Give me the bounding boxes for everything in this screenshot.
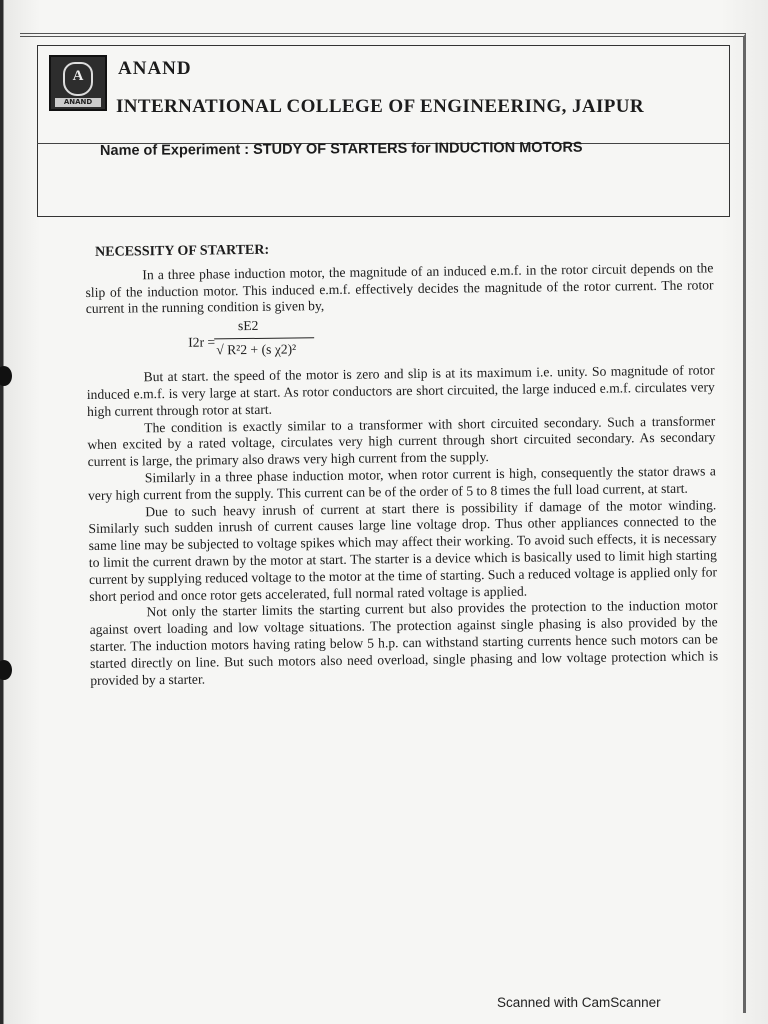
rotor-current-formula bbox=[86, 311, 715, 369]
college-logo bbox=[49, 55, 107, 111]
paragraph-1: In a three phase induction motor, the magnitude of an induced e.m.f. in the rotor circuit depends on the slip of the induction motor. This induced e.m.f. effectively decides the magnitude of the rotor current. The rotor current in the running condition is given by, bbox=[85, 260, 714, 317]
formula-denominator: √ R²2 + (s χ2)² bbox=[216, 341, 297, 358]
college-name-line1: ANAND bbox=[118, 58, 192, 79]
experiment-title: Name of Experiment : STUDY OF STARTERS for INDUCTION MOTORS bbox=[99, 139, 583, 159]
paragraph-3: The condition is exactly similar to a transformer with short circuited secondary. Such a transformer when excited by a rated voltage, circulates very high current through short circuited secondary. As secondary current is large, the primary also draws very high current from the supply. bbox=[87, 412, 716, 470]
logo-band: ANAND bbox=[55, 98, 101, 107]
scanner-watermark: Scanned with CamScanner bbox=[497, 995, 661, 1010]
document-body bbox=[85, 237, 718, 689]
college-name-line2: INTERNATIONAL COLLEGE OF ENGINEERING, JAIPUR bbox=[116, 96, 645, 117]
paragraph-2: But at start. the speed of the motor is zero and slip is at its maximum i.e. unity. So magnitude of rotor induced e.m.f. is very large at start. As rotor conductors are short circuited, the large induced e.m.f. circulates very high current through rotor at start. bbox=[86, 362, 715, 419]
logo-letter: A bbox=[72, 68, 84, 84]
paragraph-6: Not only the starter limits the starting current but also provides the protection to the induction motor against overt loading and low voltage situations. The protection against single phasing is also provided by the starter. The induction motors having rating below 5 h.p. can withstand starting currents hence such motors can be started directly on line. But such motors also need overload, single phasing and low voltage protection which is provided by a starter. bbox=[89, 597, 719, 688]
paragraph-4: Similarly in a three phase induction motor, when rotor current is high, consequently the stator draws a very high current from the supply. This current can be of the order of 5 to 8 times the full load current, at start. bbox=[87, 463, 716, 503]
formula-lhs: I2r = bbox=[188, 334, 216, 350]
section-heading: NECESSITY OF STARTER: bbox=[94, 242, 270, 260]
formula-numerator: sE2 bbox=[237, 318, 259, 334]
logo-shield-icon bbox=[63, 62, 93, 96]
paragraph-5: Due to such heavy inrush of current at start there is possibility if damage of the motor winding. Similarly such sudden inrush of current causes large line voltage drop. Thus other appliances connected to the same line may be subjected to voltage spikes which may affect their working. To avoid such effects, it is necessary to limit the current drawn by the motor at start. The starter is a device which is basically used to limit high starting current by supplying reduced voltage to the motor at the time of starting. Such a reduced voltage is applied only for short period and once rotor gets accelerated, full normal rated voltage is applied. bbox=[88, 496, 718, 604]
formula-fraction-bar bbox=[214, 337, 314, 339]
